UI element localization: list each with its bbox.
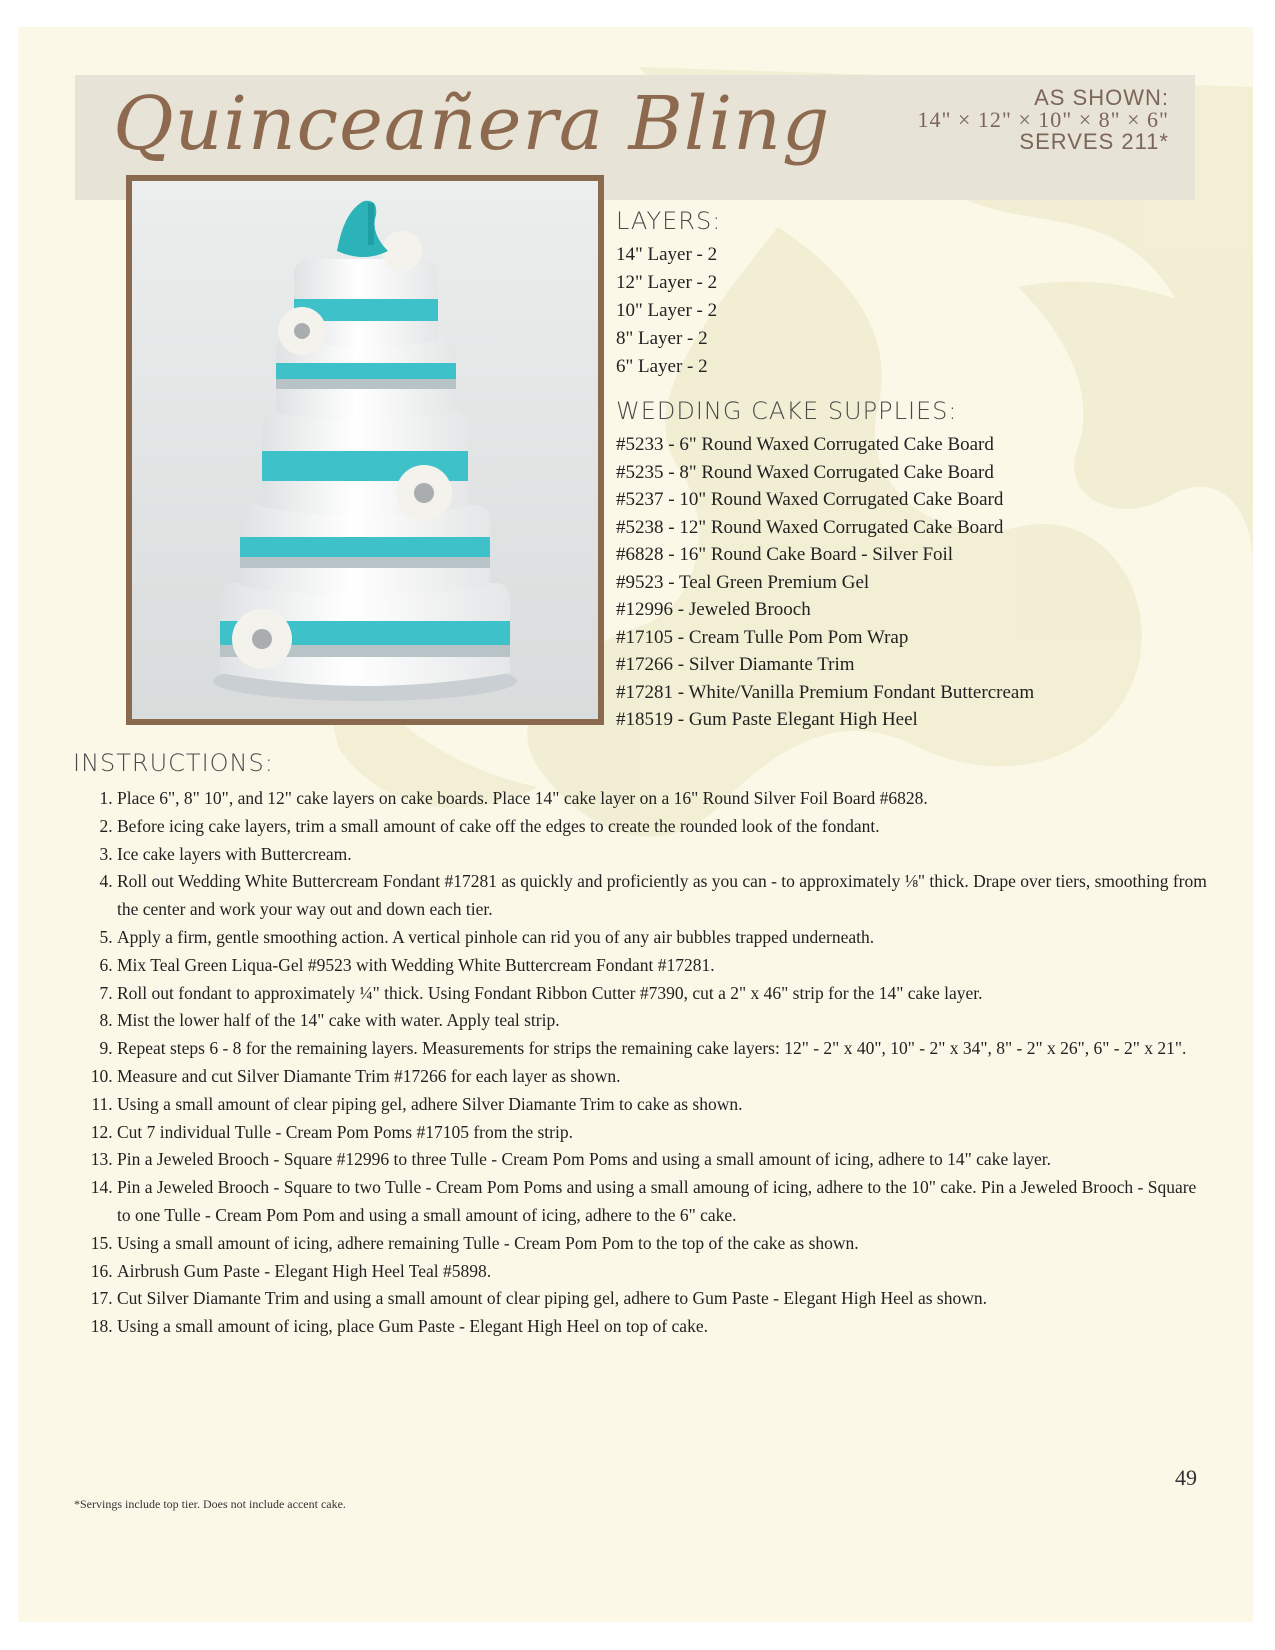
as-shown-info — [917, 87, 1169, 153]
as-shown-label: AS SHOWN: — [1034, 85, 1169, 110]
servings: SERVES 211* — [1019, 129, 1169, 154]
instruction-step: 6. Mix Teal Green Liqua-Gel #9523 with Wedding White Buttercream Fondant #17281. — [117, 952, 1213, 980]
instructions-section — [73, 749, 1213, 1341]
list-item: 8" Layer - 2 — [616, 328, 708, 349]
list-item: 14" Layer - 2 — [616, 244, 718, 265]
list-item: #17266 - Silver Diamante Trim — [616, 654, 855, 675]
instruction-step: 4. Roll out Wedding White Buttercream Fondant #17281 as quickly and proficiently as you can - to approximately ⅛" thick. Drape over tiers, smoothing from the center and work your way out and down each tier. — [117, 868, 1213, 924]
page-number: 49 — [1175, 1465, 1197, 1490]
instruction-step: 10. Measure and cut Silver Diamante Trim #17266 for each layer as shown. — [117, 1063, 1213, 1091]
instruction-step: 13. Pin a Jeweled Brooch - Square #12996 to three Tulle - Cream Pom Poms and using a small amount of icing, adhere to 14" cake layer. — [117, 1146, 1213, 1174]
cake-photo-frame — [126, 175, 604, 725]
instruction-step: 12. Cut 7 individual Tulle - Cream Pom Poms #17105 from the strip. — [117, 1119, 1213, 1147]
instruction-step: 3. Ice cake layers with Buttercream. — [117, 841, 1213, 869]
list-item: #5233 - 6" Round Waxed Corrugated Cake Board — [616, 434, 994, 455]
list-item: #5237 - 10" Round Waxed Corrugated Cake Board — [616, 489, 1004, 510]
list-item: #6828 - 16" Round Cake Board - Silver Foil — [616, 544, 954, 565]
instruction-step: 15. Using a small amount of icing, adhere remaining Tulle - Cream Pom Pom to the top of the cake as shown. — [117, 1230, 1213, 1258]
list-item: #18519 - Gum Paste Elegant High Heel — [616, 709, 918, 730]
layers-heading: LAYERS: — [616, 207, 722, 235]
recipe-title: Quinceañera Bling — [113, 81, 831, 167]
instruction-step: 8. Mist the lower half of the 14" cake with water. Apply teal strip. — [117, 1007, 1213, 1035]
cake-photo — [132, 181, 598, 719]
instruction-step: 2. Before icing cake layers, trim a small amount of cake off the edges to create the rounded look of the fondant. — [117, 813, 1213, 841]
tier-dimensions: 14" × 12" × 10" × 8" × 6" — [917, 107, 1169, 132]
instruction-step: 11. Using a small amount of clear piping gel, adhere Silver Diamante Trim to cake as shown. — [117, 1091, 1213, 1119]
instruction-step: 14. Pin a Jeweled Brooch - Square to two Tulle - Cream Pom Poms and using a small amoung of icing, adhere to the 10" cake. Pin a Jeweled Brooch - Square to one Tulle - Cream Pom Pom and using a small amount of icing, adhere to the 6" cake. — [117, 1174, 1213, 1230]
supplies-list — [616, 431, 1216, 734]
supplies-heading: WEDDING CAKE SUPPLIES: — [616, 397, 958, 425]
list-item: 10" Layer - 2 — [616, 300, 718, 321]
instruction-step: 16. Airbrush Gum Paste - Elegant High Heel Teal #5898. — [117, 1258, 1213, 1286]
list-item: #5235 - 8" Round Waxed Corrugated Cake Board — [616, 461, 994, 483]
instruction-step: 7. Roll out fondant to approximately ¼" thick. Using Fondant Ribbon Cutter #7390, cut a 2" x 46" strip for the 14" cake layer. — [117, 980, 1213, 1008]
instructions-heading: INSTRUCTIONS: — [73, 749, 274, 777]
list-item: 6" Layer - 2 — [616, 356, 708, 377]
instruction-step: 9. Repeat steps 6 - 8 for the remaining layers. Measurements for strips the remaining cake layers: 12" - 2" x 40", 10" - 2" x 34", 8" - 2" x 26", 6" - 2" x 21". — [117, 1035, 1213, 1063]
layers-section — [616, 207, 1216, 381]
instruction-step: 18. Using a small amount of icing, place Gum Paste - Elegant High Heel on top of cake. — [117, 1313, 1213, 1341]
list-item: #12996 - Jeweled Brooch — [616, 599, 811, 620]
instructions-list — [73, 785, 1213, 1341]
instruction-step: 17. Cut Silver Diamante Trim and using a small amount of clear piping gel, adhere to Gum Paste - Elegant High Heel as shown. — [117, 1285, 1213, 1313]
list-item: #9523 - Teal Green Premium Gel — [616, 571, 870, 593]
supplies-section — [616, 397, 1216, 734]
layers-list — [616, 241, 1216, 381]
instruction-step: 5. Apply a firm, gentle smoothing action. A vertical pinhole can rid you of any air bubbles trapped underneath. — [117, 924, 1213, 952]
instruction-step: 1. Place 6", 8" 10", and 12" cake layers on cake boards. Place 14" cake layer on a 16" Round Silver Foil Board #6828. — [117, 785, 1213, 813]
list-item: #17105 - Cream Tulle Pom Pom Wrap — [616, 626, 909, 648]
servings-footnote: *Servings include top tier. Does not include accent cake. — [74, 1497, 346, 1511]
list-item: #5238 - 12" Round Waxed Corrugated Cake Board — [616, 516, 1004, 538]
list-item: #17281 - White/Vanilla Premium Fondant Buttercream — [616, 681, 1035, 703]
list-item: 12" Layer - 2 — [616, 272, 718, 293]
recipe-page — [18, 27, 1253, 1622]
